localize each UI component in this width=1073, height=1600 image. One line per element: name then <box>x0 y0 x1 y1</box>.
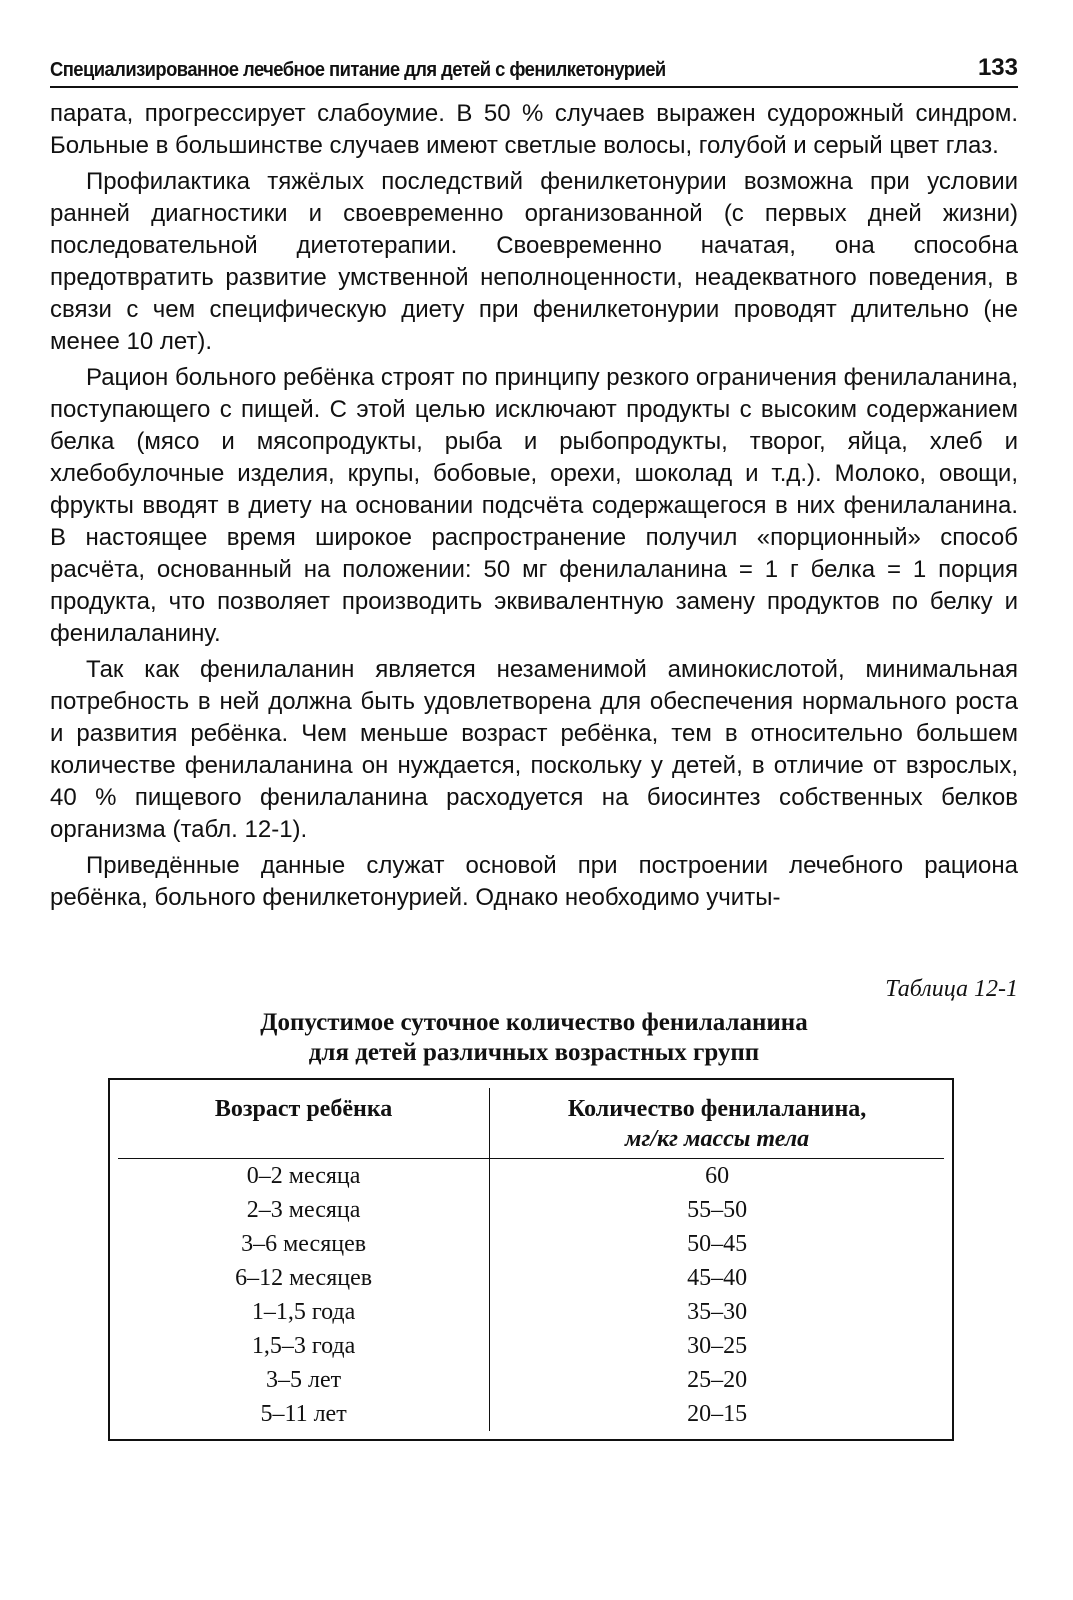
running-title: Специализированное лечебное питание для детей с фенилкетонурией <box>50 59 666 81</box>
amount-cell: 45–40 <box>687 1265 748 1291</box>
column-header-amount-unit: мг/кг массы тела <box>625 1126 810 1152</box>
column-header-amount-label: Количество фенилаланина, <box>567 1096 867 1122</box>
table-header-row <box>118 1088 944 1159</box>
table-row <box>118 1159 944 1194</box>
column-header-amount <box>490 1088 944 1159</box>
paragraph: парата, прогрессирует слабоумие. В 50 % случаев выражен судорожный синдром. Больные в большинстве случаев имеют светлые волосы, голубой и серый цвет глаз. <box>50 100 1018 159</box>
book-page <box>50 30 1018 1441</box>
page-number: 133 <box>977 54 1018 81</box>
amount-cell: 30–25 <box>687 1333 748 1359</box>
table-caption-line: для детей различных возрастных групп <box>308 1039 760 1066</box>
paragraph: Рацион больного ребёнка строят по принципу резкого ограничения фенилаланина, поступающего с пищей. С этой целью исключают продукты с высоким содержанием белка (мясо и мясопродукты, рыба и рыбопродукты, творог, яйца, хлеб и хлебобулочные изделия, крупы, бобовые, орехи, шоколад и т.д.). Молоко, овощи, фрукты вводят в диету на основании подсчёта содержащегося в них фенилаланина. В настоящее время широкое распространение получил «порционный» способ расчёта, основанный на положении: 50 мг фенилаланина = 1 г белка = 1 порция продукта, что позволяет производить эквивалентную замену продуктов по белку и фенилаланину. <box>50 364 1018 647</box>
table-row <box>118 1227 944 1261</box>
age-cell: 3–6 месяцев <box>118 1227 490 1261</box>
paragraph: Приведённые данные служат основой при построении лечебного рациона ребёнка, больного фенилкетонурией. Однако необходимо учиты- <box>50 852 1018 911</box>
table-section <box>50 974 1018 1441</box>
table-row <box>118 1261 944 1295</box>
age-cell: 2–3 месяца <box>118 1193 490 1227</box>
column-header-age: Возраст ребёнка <box>118 1088 490 1159</box>
paragraph: Профилактика тяжёлых последствий фенилкетонурии возможна при условии ранней диагностики и своевременно организованной (с первых дней жизни) последовательной диетотерапии. Своевременно начатая, она способна предотвратить развитие умственной неполноценности, неадекватного поведения, в связи с чем специфическую диету при фенилкетонурии проводят длительно (не менее 10 лет). <box>50 168 1018 355</box>
age-cell: 1–1,5 года <box>118 1295 490 1329</box>
table-label: Таблица 12-1 <box>885 976 1018 1002</box>
table-row <box>118 1329 944 1363</box>
amount-cell: 25–20 <box>687 1367 748 1393</box>
amount-cell: 20–15 <box>687 1401 748 1427</box>
table-row <box>118 1295 944 1329</box>
body-text <box>50 98 1018 914</box>
age-cell: 0–2 месяца <box>118 1159 490 1194</box>
running-header <box>50 30 1018 88</box>
table-row <box>118 1193 944 1227</box>
table-caption <box>50 1008 1018 1068</box>
age-cell: 5–11 лет <box>118 1397 490 1431</box>
age-cell: 3–5 лет <box>118 1363 490 1397</box>
amount-cell: 60 <box>705 1163 730 1189</box>
table-frame <box>108 1078 954 1441</box>
age-cell: 6–12 месяцев <box>118 1261 490 1295</box>
table-row <box>118 1363 944 1397</box>
paragraph: Так как фенилаланин является незаменимой аминокислотой, минимальная потребность в ней должна быть удовлетворена для обеспечения нормального роста и развития ребёнка. Чем меньше возраст ребёнка, тем в относительно большем количестве фенилаланина он нуждается, поскольку у детей, в отличие от взрослых, 40 % пищевого фенилаланина расходуется на биосинтез собственных белков организма (табл. 12-1). <box>50 656 1018 843</box>
table-row <box>118 1397 944 1431</box>
amount-cell: 35–30 <box>687 1299 748 1325</box>
age-cell: 1,5–3 года <box>118 1329 490 1363</box>
amount-cell: 55–50 <box>687 1197 748 1223</box>
table-caption-line: Допустимое суточное количество фенилаланина <box>260 1009 808 1036</box>
amount-cell: 50–45 <box>687 1231 748 1257</box>
phenylalanine-table <box>118 1088 944 1431</box>
